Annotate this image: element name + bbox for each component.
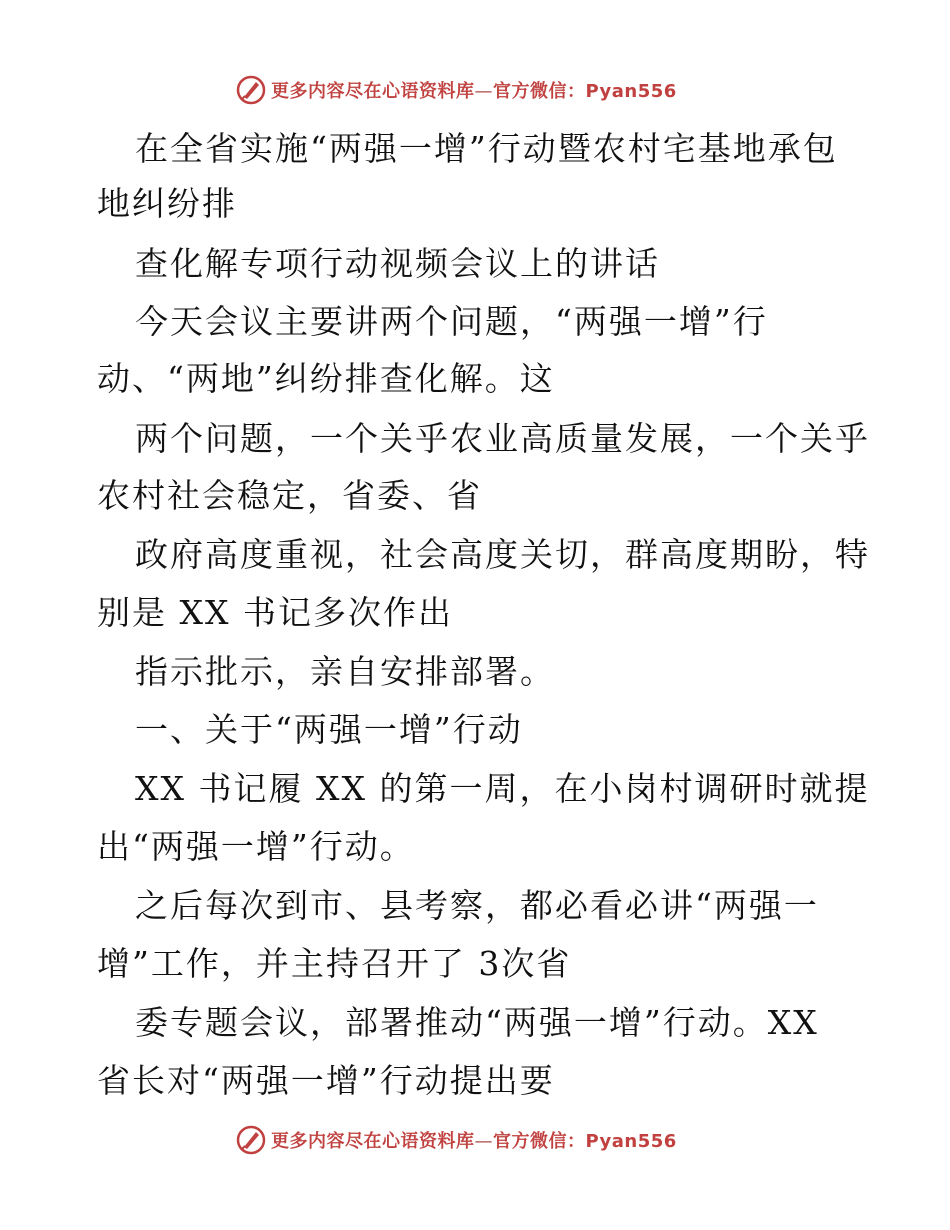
watermark-header [235,73,677,107]
doc-line: 增”工作，并主持召开了 3次省 [97,944,572,983]
watermark-footer [235,1123,677,1157]
doc-line: 之后每次到市、县考察，都必看必讲“两强一 [135,886,819,925]
doc-line: 农村社会稳定，省委、省 [97,476,482,515]
doc-line: 政府高度重视，社会高度关切，群高度期盼，特 [135,535,870,574]
doc-line: 查化解专项行动视频会议上的讲话 [135,244,660,283]
watermark-text: 更多内容尽在心语资料库—官方微信：Pyan556 [271,1131,677,1152]
doc-line: 指示批示，亲自安排部署。 [135,652,555,691]
doc-line: XX 书记履 XX 的第一周，在小岗村调研时就提 [135,769,870,808]
doc-line: 动、“两地”纠纷排查化解。这 [97,359,555,398]
doc-line: 地纠纷排 [97,184,237,223]
pen-logo-icon [235,74,267,106]
doc-line: 省长对“两强一增”行动提出要 [97,1061,555,1100]
watermark-text: 更多内容尽在心语资料库—官方微信：Pyan556 [271,81,677,102]
section-heading: 一、关于“两强一增”行动 [135,710,523,749]
doc-line: 出“两强一增”行动。 [97,827,415,866]
doc-line: 委专题会议，部署推动“两强一增”行动。XX [135,1003,819,1042]
doc-line: 两个问题，一个关乎农业高质量发展，一个关乎 [135,419,870,458]
doc-line: 在全省实施“两强一增”行动暨农村宅基地承包 [135,129,838,168]
doc-line: 今天会议主要讲两个问题，“两强一增”行 [135,302,768,341]
pen-logo-icon [235,1124,267,1156]
doc-line: 别是 XX 书记多次作出 [97,593,453,632]
